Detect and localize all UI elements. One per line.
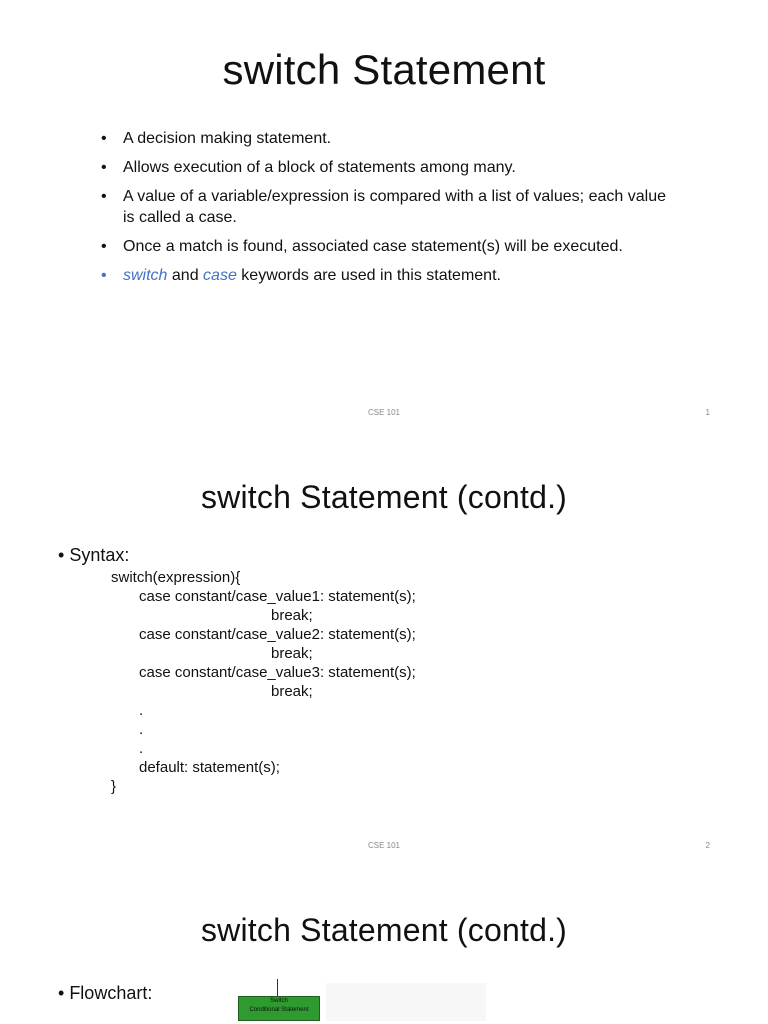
flow-background bbox=[326, 983, 486, 1021]
code-line: } bbox=[111, 778, 117, 795]
flow-box-title: Switch bbox=[270, 998, 288, 1004]
flowchart-image bbox=[236, 979, 488, 1024]
flowchart-label: • Flowchart: bbox=[58, 983, 152, 1004]
slide-3 bbox=[0, 866, 768, 1024]
flow-box-subtitle: Conditional Statement bbox=[249, 1007, 309, 1013]
slide-footer: CSE 101 bbox=[367, 841, 401, 850]
slide-2 bbox=[0, 433, 768, 866]
bullet-item: • Once a match is found, associated case statement(s) will be executed. bbox=[100, 236, 666, 257]
slide-title: switch Statement (contd.) bbox=[200, 912, 568, 948]
code-line: default: statement(s); bbox=[139, 759, 280, 776]
slide-number: 1 bbox=[705, 408, 710, 417]
keyword-case: case bbox=[203, 267, 237, 284]
bullet-list bbox=[100, 128, 666, 294]
bullet-item: • A value of a variable/expression is compared with a list of values; each value is called a case. bbox=[100, 186, 666, 228]
code-line: case constant/case_value1: statement(s); bbox=[139, 588, 416, 605]
bullet-item: • Allows execution of a block of statements among many. bbox=[100, 157, 666, 178]
code-line: case constant/case_value3: statement(s); bbox=[139, 664, 416, 681]
code-line: break; bbox=[271, 645, 313, 662]
slide-1 bbox=[0, 0, 768, 433]
code-line: switch(expression){ bbox=[111, 569, 241, 586]
bullet-item-keywords bbox=[100, 265, 666, 286]
code-line: break; bbox=[271, 683, 313, 700]
bullet-text: and bbox=[167, 267, 204, 284]
keyword-switch: switch bbox=[123, 267, 168, 284]
slide-title: switch Statement bbox=[222, 46, 546, 93]
code-line: case constant/case_value2: statement(s); bbox=[139, 626, 416, 643]
bullet-item: • A decision making statement. bbox=[100, 128, 666, 149]
flow-connector bbox=[277, 979, 278, 997]
slide-title: switch Statement (contd.) bbox=[200, 479, 568, 515]
syntax-label: • Syntax: bbox=[58, 545, 129, 566]
slide-footer: CSE 101 bbox=[367, 408, 401, 417]
flow-switch-box bbox=[238, 996, 320, 1021]
slide-number: 2 bbox=[705, 841, 710, 850]
code-line: break; bbox=[271, 607, 313, 624]
code-line: . bbox=[139, 721, 144, 738]
bullet-text: keywords are used in this statement. bbox=[236, 267, 501, 284]
code-line: . bbox=[139, 702, 144, 719]
code-line: . bbox=[139, 740, 144, 757]
